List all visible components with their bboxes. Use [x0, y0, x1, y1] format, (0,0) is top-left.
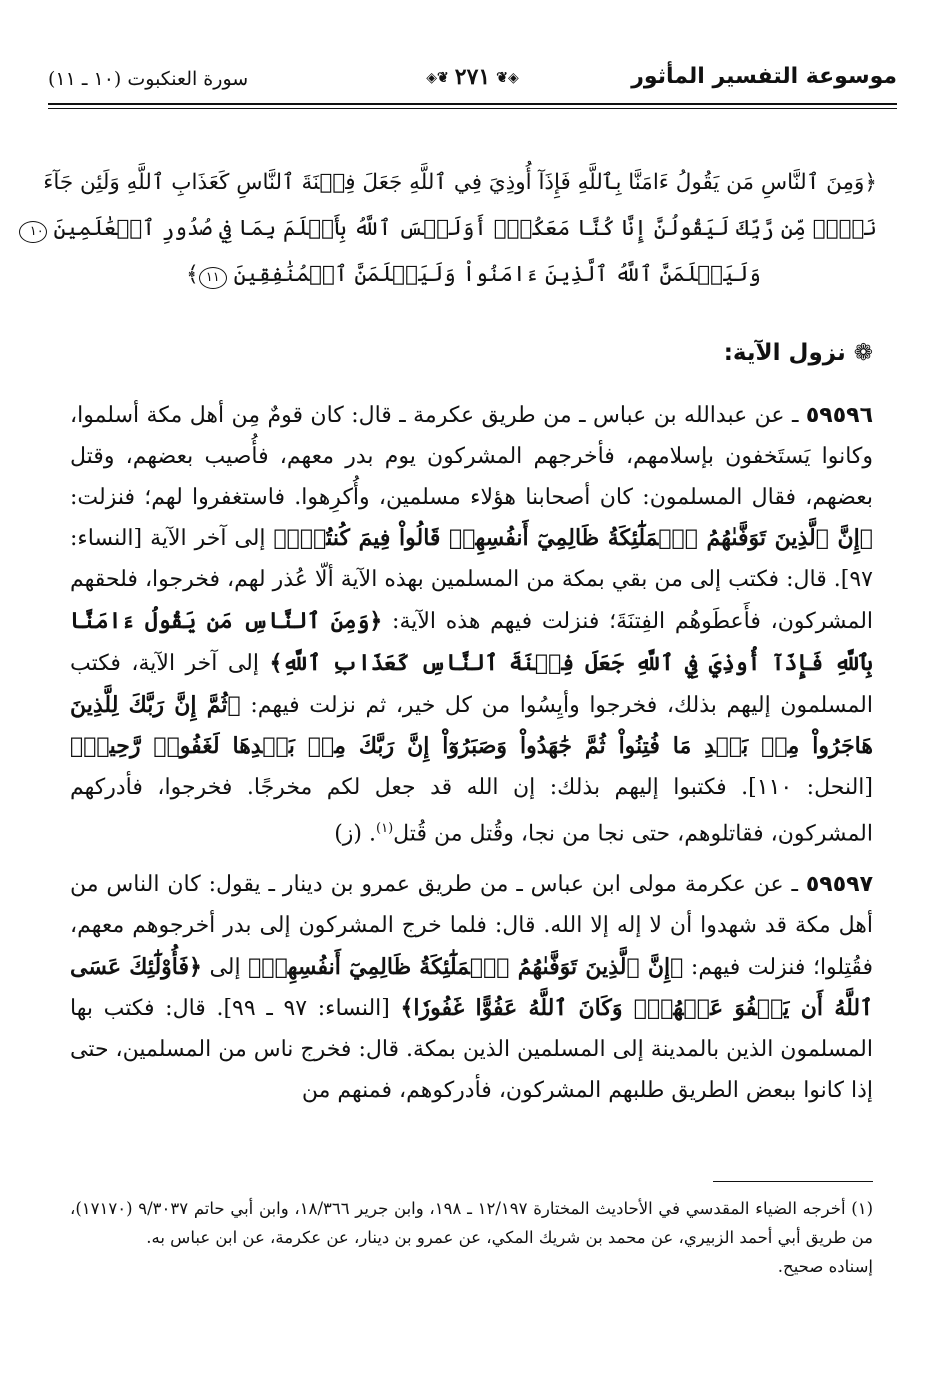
quran-passage — [29, 160, 877, 298]
ornament-icon: ❦◈ — [426, 70, 449, 86]
footnote-ref[interactable]: (١) — [376, 820, 394, 836]
narration-59597 — [70, 865, 873, 1112]
quran-quote: ﴿فَأُوْلَٰٓئِكَ عَسَى ٱللَّهُ أَن يَعۡفُوَ عَنۡهُمۡۚ وَكَانَ ٱللَّهُ عَفُوًّا غَفُورٗا﴾ — [70, 953, 874, 1022]
closing-bracket: ﴾ — [186, 262, 199, 287]
ayah-number-10: ١٠ — [19, 221, 47, 243]
body-text — [70, 396, 873, 1122]
header-rule-thin — [48, 108, 897, 109]
footnotes — [70, 1194, 873, 1281]
verse-line: ﴿وَمِنَ ٱلنَّاسِ مَن يَقُولُ ءَامَنَّا بِٱللَّهِ فَإِذَآ أُوذِيَ فِي ٱللَّهِ جَعَلَ فِتۡنَةَ ٱلنَّاسِ كَعَذَابِ ٱللَّهِ وَلَئِن جَآءَ — [43, 170, 877, 195]
narration-text: إلى آخر الآية [النساء: ٩٧]. قال: فكتب إلى من بقي بمكة من المسلمين بهذه الآية ألّا عُذر لهم، فخرجوا، فلحقهم المشركون، فأَعطَوهُم الفِتنَةَ؛ فنزلت فيهم هذه الآية: — [70, 526, 874, 634]
narration-number: ٥٩٥٩٧ — [805, 872, 873, 898]
narration-number: ٥٩٥٩٦ — [805, 403, 873, 428]
narration-text: . (ز) — [334, 821, 376, 847]
quran-quote: ﴿إِنَّ ٱلَّذِينَ تَوَفَّىٰهُمُ ٱلۡمَلَٰٓئِكَةُ ظَالِمِيٓ أَنفُسِهِمۡ قَالُواْ فِيمَ كُنتُمۡۖ﴾ — [273, 525, 873, 552]
verse-text: نَصۡرٞ مِّن رَّبِّكَ لَيَقُولُنَّ إِنَّا كُنَّا مَعَكُمۡۚ أَوَلَيۡسَ ٱللَّهُ بِأَعۡلَمَ بِمَا فِي صُدُورِ ٱلۡعَٰلَمِينَ — [53, 216, 877, 241]
narration-text: إلى — [201, 954, 249, 980]
header-rule — [48, 103, 897, 105]
ayah-number-11: ١١ — [199, 267, 227, 289]
footnote-rule — [713, 1181, 873, 1182]
verse-line — [29, 206, 877, 252]
footnote-grading: إسناده صحيح. — [777, 1257, 873, 1276]
verse-text: وَلَيَعۡلَمَنَّ ٱللَّهُ ٱلَّذِينَ ءَامَنُواْ وَلَيَعۡلَمَنَّ ٱلۡمُنَٰفِقِينَ — [233, 262, 761, 287]
section-heading-text: نزول الآية: — [723, 340, 846, 366]
narration-text: ـ عن عكرمة مولى ابن عباس ـ من طريق عمرو بن دينار ـ يقول: كان الناس من أهل مكة قد شهدوا أن لا إله إلا الله. قال: فلما خرج المشركون إلى بدر أخرجوهم معهم، فقُتِلوا؛ فنزلت فيهم: — [70, 872, 873, 980]
narration-text: [النحل: ١١٠]. فكتبوا إليهم بذلك: إن الله قد جعل لكم مخرجًا. فخرجوا، فأدركهم المشركون، فقاتلوهم، حتى نجا من نجا، وقُتل من قُتل — [70, 775, 873, 847]
running-header — [48, 64, 897, 98]
narration-text: ـ عن عبدالله بن عباس ـ من طريق عكرمة ـ قال: كان قومٌ مِن أهل مكة أسلموا، وكانوا يَستَخفون بإسلامهم، فأخرجهم المشركون يوم بدر معهم، فأُصيب بعضهم، وقتل بعضهم، فقال المسلمون: كان أصحابنا هؤلاء مسلمين، وأُكرِهوا. فاستغفروا لهم؛ فنزلت: — [70, 403, 873, 510]
section-heading — [724, 340, 873, 366]
surah-label: سورة العنكبوت (١٠ ـ ١١) — [48, 68, 249, 90]
ornament-icon: ◈❦ — [496, 70, 519, 86]
verse-line — [70, 252, 877, 298]
narration-text: إلى آخر الآية، فكتب المسلمون إليهم بذلك، فخرجوا وأيِسُوا من كل خير، ثم نزلت فيهم: — [70, 650, 873, 718]
quran-quote: ﴿ثُمَّ إِنَّ رَبَّكَ لِلَّذِينَ هَاجَرُواْ مِنۢ بَعۡدِ مَا فُتِنُواْ ثُمَّ جَٰهَدُواْ وَصَبَرُوٓاْ إِنَّ رَبَّكَ مِنۢ بَعۡدِهَا لَغَفُورٞ رَّحِيمٞ﴾ — [70, 691, 873, 760]
quran-quote: ﴿وَمِنَ ٱلنَّاسِ مَن يَقُولُ ءَامَنَّا بِٱللَّهِ فَإِذَآ أُوذِيَ فِي ٱللَّهِ جَعَلَ فِتۡنَةَ ٱلنَّاسِ كَعَذَابِ ٱللَّهِ﴾ — [70, 607, 873, 676]
page-number: ٢٧١ — [454, 64, 491, 90]
footnote-1: (١) أخرجه الضياء المقدسي في الأحاديث المختارة ١٢/١٩٧ ـ ١٩٨، وابن جرير ١٨/٣٦٦، وابن أبي حاتم ٩/٣٠٣٧ (١٧١٧٠)، من طريق أبي أحمد الزبيري، عن محمد بن شريك المكي، عن عمرو بن دينار، عن عكرمة، عن ابن عباس به. — [70, 1199, 874, 1247]
quran-quote: ﴿إِنَّ ٱلَّذِينَ تَوَفَّىٰهُمُ ٱلۡمَلَٰٓئِكَةُ ظَالِمِيٓ أَنفُسِهِمۡ﴾ — [248, 953, 684, 980]
narration-59596 — [70, 396, 873, 855]
flower-icon: ❁ — [853, 340, 873, 366]
narration-text: [النساء: ٩٧ ـ ٩٩]. قال: فكتب بها المسلمون الذين بالمدينة إلى المسلمين الذين بمكة. قال: فخرج ناس من المسلمين، حتى إذا كانوا ببعض الطريق طلبهم المشركون، فأدركوهم، فمنهم من — [69, 996, 873, 1104]
book-title: موسوعة التفسير المأثور — [631, 64, 897, 89]
